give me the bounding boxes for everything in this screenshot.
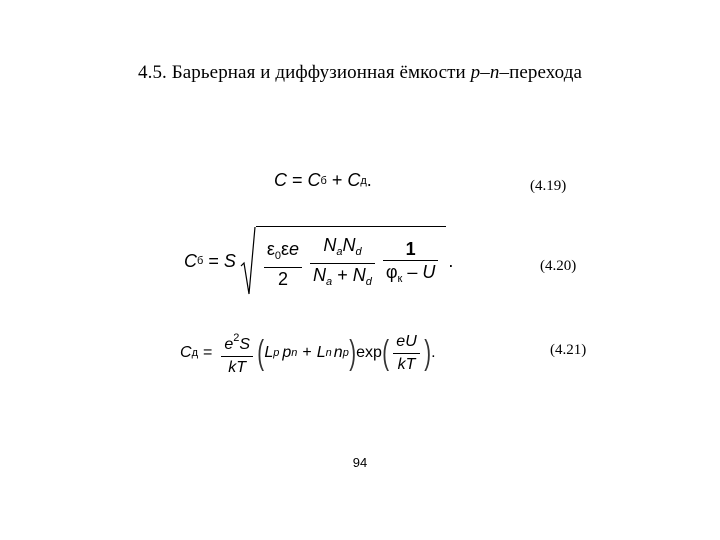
- radical-sign-icon: [240, 226, 256, 296]
- square-root: [240, 226, 447, 296]
- fraction: $\frac{1}{\varphi_к - U}$: [383, 239, 439, 289]
- right-paren: ): [424, 334, 431, 372]
- fraction: $\frac{\varepsilon_0\varepsilon e}{2}$: [264, 239, 302, 289]
- fraction: $\frac{eU}{kT}$: [393, 332, 419, 375]
- equation-number: (4.19): [530, 178, 567, 194]
- equation-4-19: C = C б + C д .: [274, 170, 372, 190]
- equation-4-20: C б = S $\frac{\varepsilon_0\varepsilon e}{2}$ $\frac{N_aN_d}{N_a + N_d}$ $\frac{1}{\varphi_к - U}$ .: [184, 226, 453, 296]
- page-number: 94: [352, 455, 368, 470]
- left-paren: (: [257, 334, 265, 372]
- equation-number: (4.21): [550, 342, 587, 358]
- right-paren: ): [349, 334, 356, 372]
- left-paren: (: [382, 334, 390, 372]
- fraction: $\frac{N_aN_d}{N_a + N_d}$: [310, 235, 375, 292]
- fraction: $\frac{e^2S}{kT}$: [221, 328, 253, 378]
- page-title: 4.5. Барьерная и диффузионная ёмкости p–n–перехода: [138, 62, 582, 83]
- equation-4-21: C д = $\frac{e^2S}{kT}$ ( L p p n + L n n p ) exp ( $\frac{eU}{kT}$ ) .: [180, 328, 436, 378]
- equation-number: (4.20): [540, 258, 577, 274]
